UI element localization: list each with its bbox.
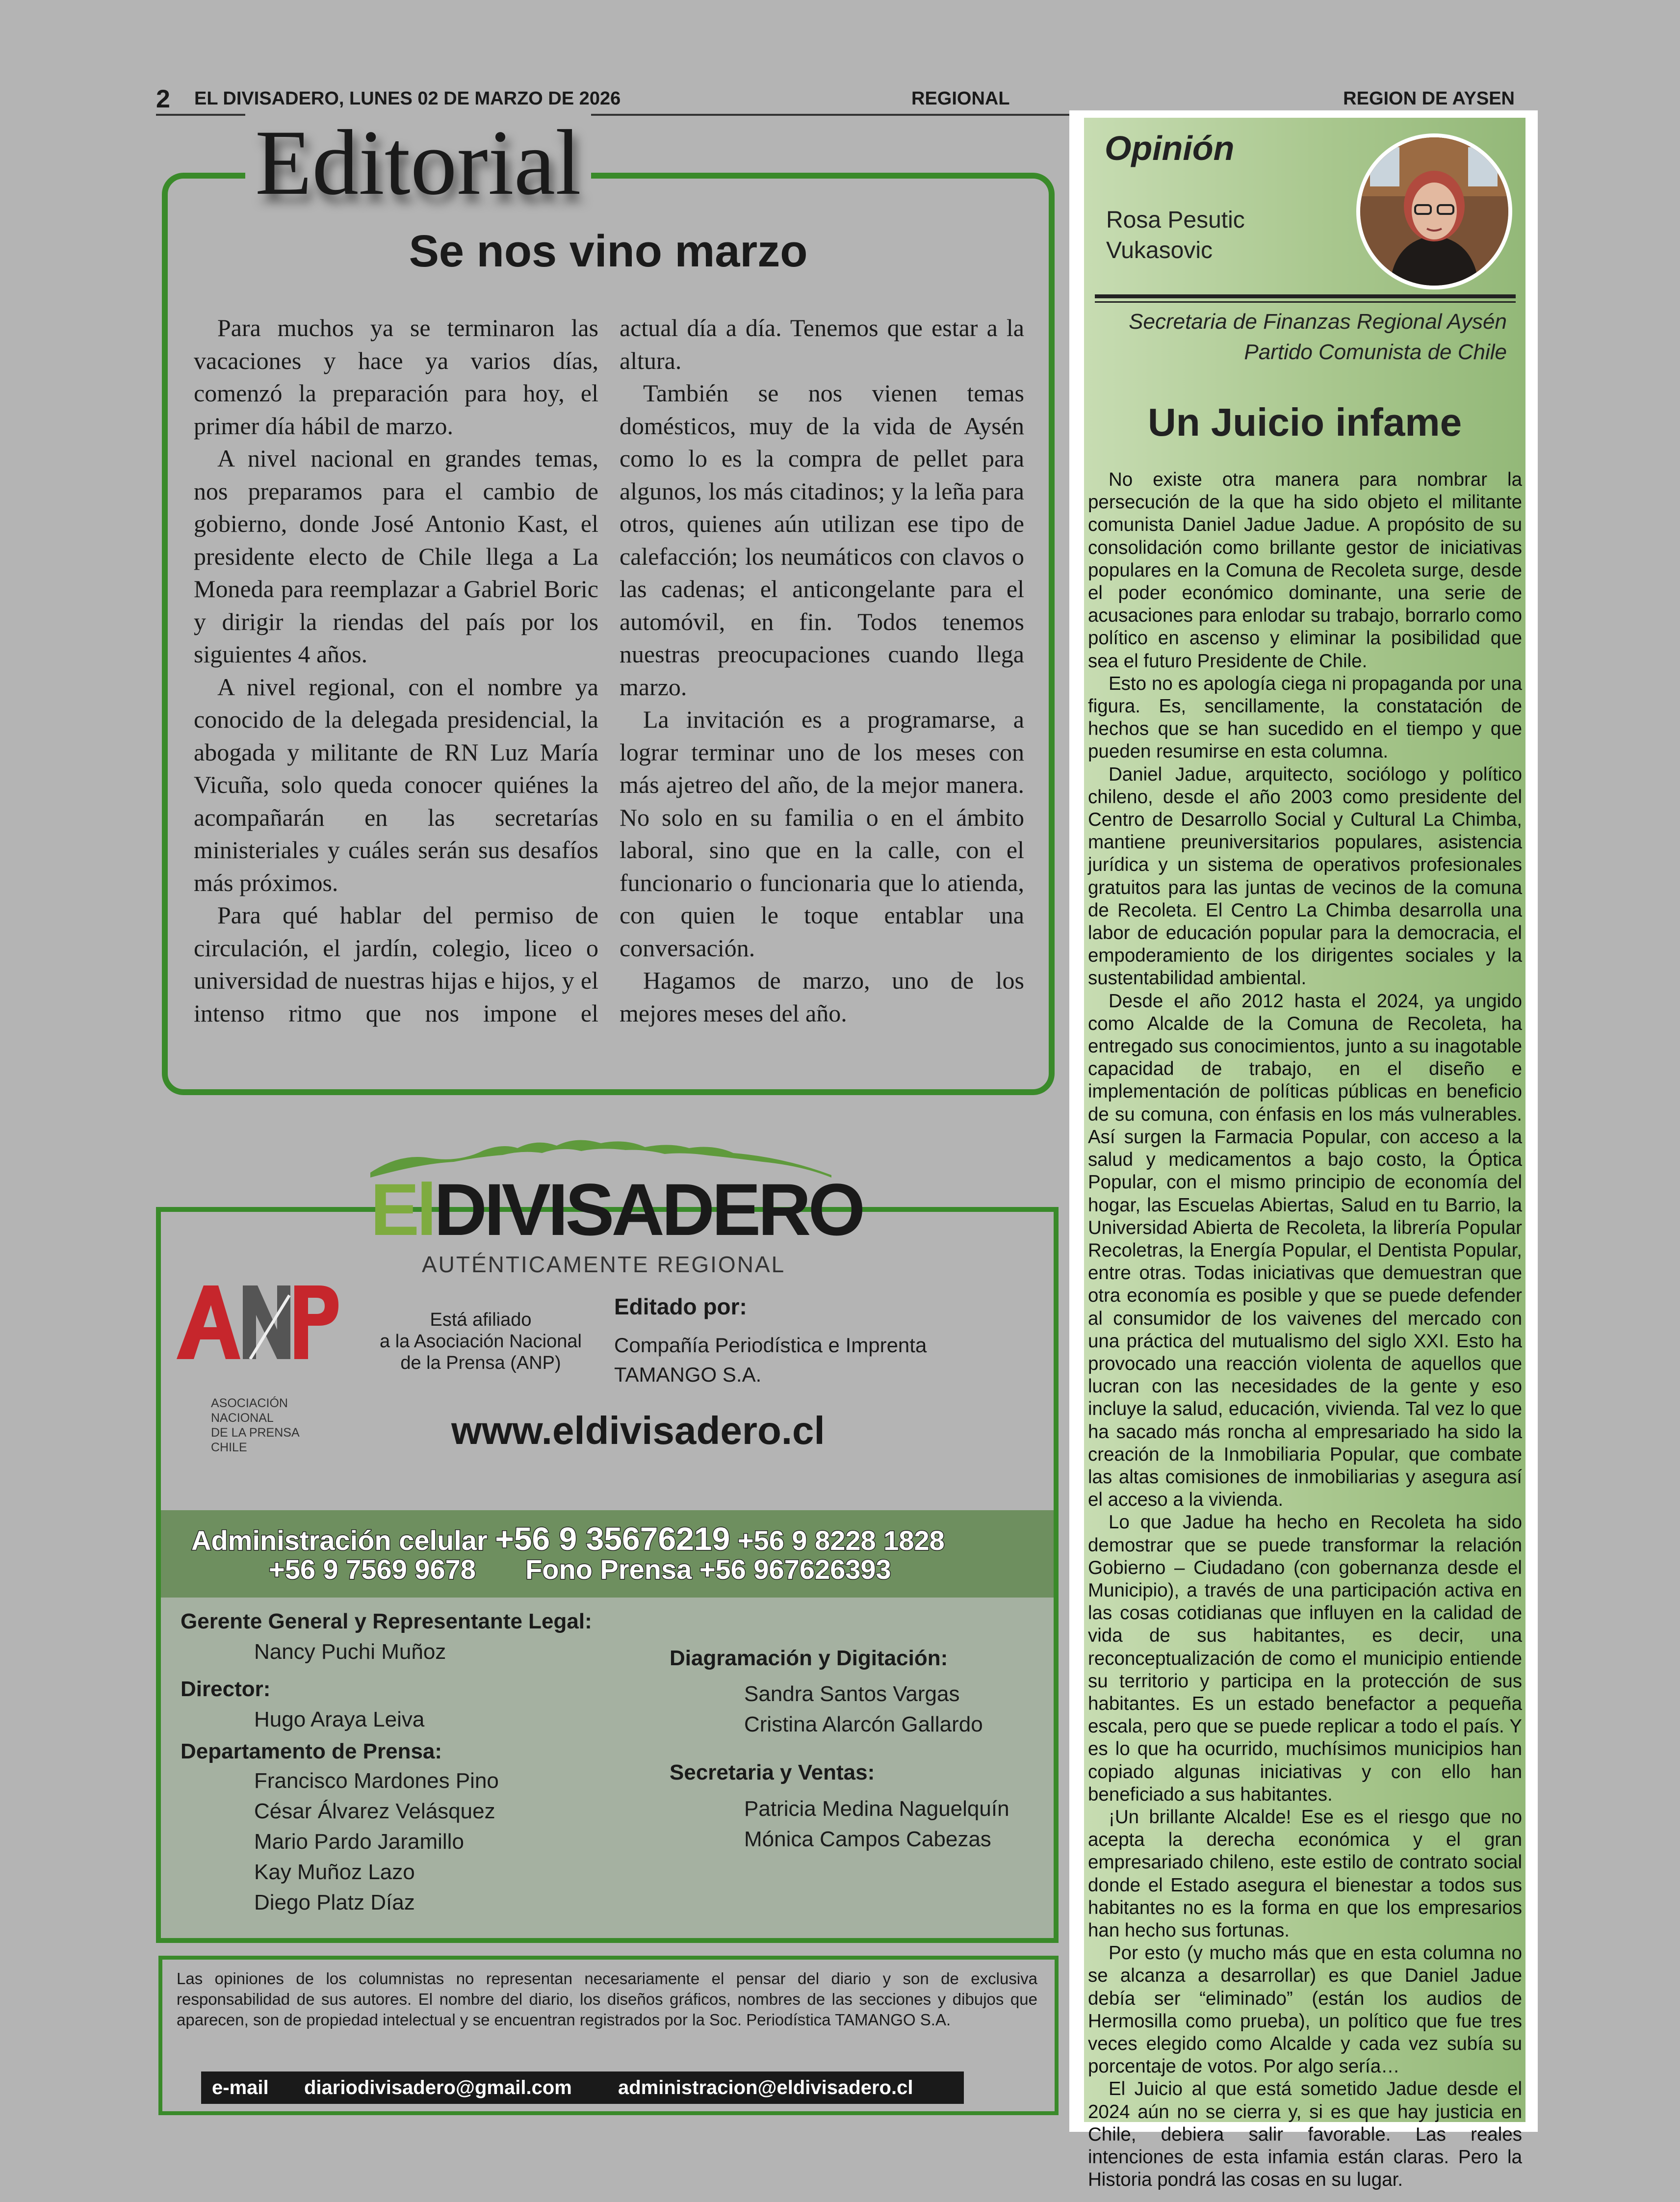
prensa-department-label: Departamento de Prensa: <box>181 1739 442 1763</box>
publisher-name <box>614 1331 927 1389</box>
opinion-paragraph: Esto no es apología ciega ni propaganda por una figura. Es, sencillamente, la constatación de hechos que se han sucedido en el tiempo y que pueden resumirse en esta columna. <box>1088 673 1522 762</box>
gerente-name: Nancy Puchi Muñoz <box>254 1640 446 1664</box>
opinion-divider <box>1095 301 1516 303</box>
region-name: REGION DE AYSEN <box>1343 88 1515 109</box>
ventas-member: Patricia Medina Naguelquín <box>744 1797 1009 1821</box>
admin-phone-2[interactable]: +56 9 8228 1828 <box>737 1525 945 1556</box>
author-name-line: Rosa Pesutic <box>1106 207 1245 233</box>
newspaper-date: EL DIVISADERO, LUNES 02 DE MARZO DE 2026 <box>194 88 621 109</box>
gerente-label: Gerente General y Representante Legal: <box>181 1609 592 1633</box>
prensa-member: Mario Pardo Jaramillo <box>254 1830 464 1854</box>
prensa-member: Francisco Mardones Pino <box>254 1769 499 1793</box>
ventas-member: Mónica Campos Cabezas <box>744 1827 991 1851</box>
admin-label: Administración celular <box>191 1525 488 1556</box>
affiliation-line: a la Asociación Nacional <box>380 1331 582 1352</box>
editorial-paragraph: Para muchos ya se terminaron las vacaciones y hace ya varios días, comenzó la preparación para hoy, el primer día hábil de marzo. <box>194 314 598 440</box>
prensa-member: César Álvarez Velásquez <box>254 1799 495 1823</box>
opinion-title: Un Juicio infame <box>1147 400 1462 444</box>
editorial-label: Editorial <box>245 114 591 212</box>
affiliation-line: Está afiliado <box>430 1310 532 1330</box>
editorial-column-1 <box>194 312 598 1029</box>
disclaimer-text: Las opiniones de los columnistas no representan necesariamente el pensar del diario y son de exclusiva responsabilidad de sus autores. El nombre del diario, los diseños gráficos, nombres de las secciones y dibujos que aparecen, son de propiedad intelectual y se encuentran registrados por la Soc. Periodística TAMANGO S.A. <box>177 1969 1037 2029</box>
newspaper-logo <box>370 1170 862 1249</box>
publisher-line: TAMANGO S.A. <box>614 1363 762 1386</box>
anp-line: DE LA PRENSA <box>211 1426 300 1440</box>
contact-line-2 <box>269 1553 891 1585</box>
logo-prefix: El <box>370 1168 434 1251</box>
author-role <box>1095 307 1507 367</box>
diagramacion-member: Sandra Santos Vargas <box>744 1682 960 1706</box>
affiliation-line: de la Prensa (ANP) <box>400 1353 561 1373</box>
contact-band <box>161 1510 1054 1598</box>
editorial-paragraph: Para qué hablar del permiso de circulación, el jardín, colegio, liceo o universidad de nuestras hijas e hijos, y el intenso ritmo que nos impone el <box>194 901 598 1027</box>
editorial-title: Se nos vino marzo <box>409 226 808 276</box>
opinion-paragraph: Desde el año 2012 hasta el 2024, ya ungido como Alcalde de la Comuna de Recoleta, ha entregado sus conocimientos, junto a su inagotable capacidad de trabajo, en el diseño e implementación de políticas públicas en beneficio de su comuna, con énfasis en los más vulnerables. Así surgen la Farmacia Popular, con acceso a la salud y medicamentos a bajo costo, la Óptica Popular, con el mismo principio de economía del hogar, las Escuelas Abiertas, Salud en tu Barrio, la Universidad Abierta de Recoleta, la librería Popular Recoletras, la Energía Popular, el Dentista Popular, entre otras. Todas iniciativas que demuestran que otra economía es posible y que se puede defender al consumidor de los vaivenes del mercado con una práctica del mutualismo del siglo XXI. Esto ha provocado una reacción violenta de aquellos que lucran con las necesidades de la gente y eso incluye la salud, educación, vivienda. Tal vez lo que ha sacado más roncha al empresariado ha sido la creación de la Inmobiliaria Popular, que combate las altas comisiones de inmobiliarias y asegura así el acceso a la vivienda. <box>1088 990 1522 1511</box>
ventas-label: Secretaria y Ventas: <box>670 1760 875 1784</box>
prensa-member: Kay Muñoz Lazo <box>254 1860 415 1884</box>
opinion-paragraph: ¡Un brillante Alcalde! Ese es el riesgo que no acepta la derecha económica y el gran empresariado chileno, este estilo de contrato social donde el Estado asegura el bienestar a todos sus habitantes no es la forma en que los empresarios han hecho sus fortunas. <box>1088 1806 1522 1941</box>
author-name <box>1106 205 1245 266</box>
opinion-paragraph: Daniel Jadue, arquitecto, sociólogo y político chileno, desde el año 2003 como presidente del Centro de Desarrollo Social y Cultural La Chimba, mantiene preuniversitarios populares, asistencia jurídica y un sistema de operativos profesionales gratuitos para las juntas de vecinos de la comuna de Recoleta. El Centro La Chimba desarrolla una labor de educación popular para la democracia, el empoderamiento de los dirigentes sociales y la sustentabilidad ambiental. <box>1088 763 1522 989</box>
email-link-2[interactable]: administracion@eldivisadero.cl <box>618 2077 913 2098</box>
author-role-line: Partido Comunista de Chile <box>1244 340 1507 364</box>
email-link-1[interactable]: diariodivisadero@gmail.com <box>304 2077 572 2098</box>
editorial-paragraph: A nivel nacional en grandes temas, nos preparamos para el cambio de gobierno, donde José Antonio Kast, el presidente electo de Chile llega a La Moneda para reemplazar a Gabriel Boric y dirigir la riendas del país por los siguientes 4 años. <box>194 445 598 668</box>
opinion-body <box>1088 469 1522 2191</box>
logo-tagline: AUTÉNTICAMENTE REGIONAL <box>422 1252 786 1277</box>
section-name: REGIONAL <box>911 88 1010 109</box>
prensa-label: Fono Prensa <box>525 1554 692 1585</box>
anp-line: CHILE <box>211 1441 247 1454</box>
anp-line: NACIONAL <box>211 1411 274 1425</box>
editorial-paragraph: La invitación es a programarse, a lograr terminar uno de los meses con más ajetreo del año, de la mejor manera. No solo en su familia o en el ámbito laboral, sino que en la calle, con el funcionario o funcionaria que lo atienda, con quien le toque entablar una conversación. <box>620 706 1024 962</box>
author-name-line: Vukasovic <box>1106 237 1213 263</box>
editorial-column-2 <box>620 312 1024 1029</box>
opinion-paragraph: Por esto (y mucho más que en esta columna no se alcanza a desarrollar) es que Daniel Jadue debía ser “eliminado” (están los audios de Hermosilla como prueba), un político que fue tres veces elegido como Alcalde y cada vez subía su porcentaje de votos. Por algo sería… <box>1088 1942 1522 2077</box>
author-role-line: Secretaria de Finanzas Regional Aysén <box>1129 310 1507 334</box>
diagramacion-member: Cristina Alarcón Gallardo <box>744 1712 983 1736</box>
opinion-paragraph: Lo que Jadue ha hecho en Recoleta ha sido demostrar que se puede transformar la relación Gobierno – Ciudadano (con gobernanza desde el Municipio), a través de una participación activa en las cosas cotidianas que influyen en la calidad de vida de sus habitantes, es decir, una reconceptualización de como el municipio entiende su territorio y participa en la protección de sus habitantes. Es un estado benefactor a pequeña escala, pero que se puede replicar a todo el país. Y es lo que ha ocurrido, muchísimos municipios han copiado algunas iniciativas y con ello han beneficiado a sus habitantes. <box>1088 1512 1522 1805</box>
publisher-label: Editado por: <box>614 1294 747 1319</box>
anp-caption <box>211 1396 300 1455</box>
anp-logo-icon <box>177 1285 338 1359</box>
prensa-phone[interactable]: +56 967626393 <box>699 1554 891 1585</box>
opinion-paragraph: No existe otra manera para nombrar la persecución de la que ha sido objeto el militante comunista Daniel Jadue Jadue. A propósito de su consolidación como brillante gestor de iniciativas populares en la Comuna de Recoleta surge, desde el poder económico dominante, una serie de acusaciones para enlodar su trabajo, borrarlo como político en ascenso y eliminar la posibilidad que sea el futuro Presidente de Chile. <box>1088 469 1522 672</box>
author-photo <box>1356 133 1512 289</box>
editorial-paragraph-continuation: actual día a día. Tenemos que estar a la altura. <box>620 314 1024 374</box>
director-label: Director: <box>181 1677 271 1701</box>
page-number: 2 <box>156 85 170 113</box>
editorial-paragraph: Hagamos de marzo, uno de los mejores meses del año. <box>620 967 1024 1027</box>
author-portrait-icon <box>1360 137 1508 286</box>
publisher-line: Compañía Periodística e Imprenta <box>614 1334 927 1357</box>
opinion-paragraph: El Juicio al que está sometido Jadue desde el 2024 aún no se cierra y, si es que hay justicia en Chile, debiera salir favorable. Las reales intenciones de esta infamia están claras. Pero la Historia pondrá las cosas en su lugar. <box>1088 2078 1522 2191</box>
admin-phone-1[interactable]: +56 9 35676219 <box>495 1520 730 1557</box>
opinion-label: Opinión <box>1105 129 1235 167</box>
logo-main: DIVISADERO <box>434 1168 863 1251</box>
admin-phone-3[interactable]: +56 9 7569 9678 <box>269 1554 476 1585</box>
director-name: Hugo Araya Leiva <box>254 1707 425 1731</box>
anp-line: ASOCIACIÓN <box>211 1396 288 1410</box>
opinion-divider <box>1095 294 1516 298</box>
email-bar <box>201 2071 964 2104</box>
affiliation-note <box>363 1309 598 1374</box>
prensa-member: Diego Platz Díaz <box>254 1890 415 1914</box>
diagramacion-label: Diagramación y Digitación: <box>670 1646 948 1670</box>
editorial-paragraph: También se nos vienen temas domésticos, muy de la vida de Aysén como lo es la compra de pellet para algunos, los más citadinos; y la leña para otros, quienes aún utilizan ese tipo de calefacción; los neumáticos con clavos o las cadenas; el anticongelante para el automóvil, en fin. Todos tenemos nuestras preocupaciones cuando llega marzo. <box>620 379 1024 701</box>
website-url[interactable]: www.eldivisadero.cl <box>451 1409 825 1452</box>
email-label: e-mail <box>212 2077 269 2098</box>
contact-line-1 <box>191 1520 945 1557</box>
editorial-paragraph: A nivel regional, con el nombre ya conocido de la delegada presidencial, la abogada y militante de RN Luz María Vicuña, solo queda conocer quiénes la acompañarán en las secretarías ministeriales y cuáles serán sus desafíos más próximos. <box>194 673 598 896</box>
